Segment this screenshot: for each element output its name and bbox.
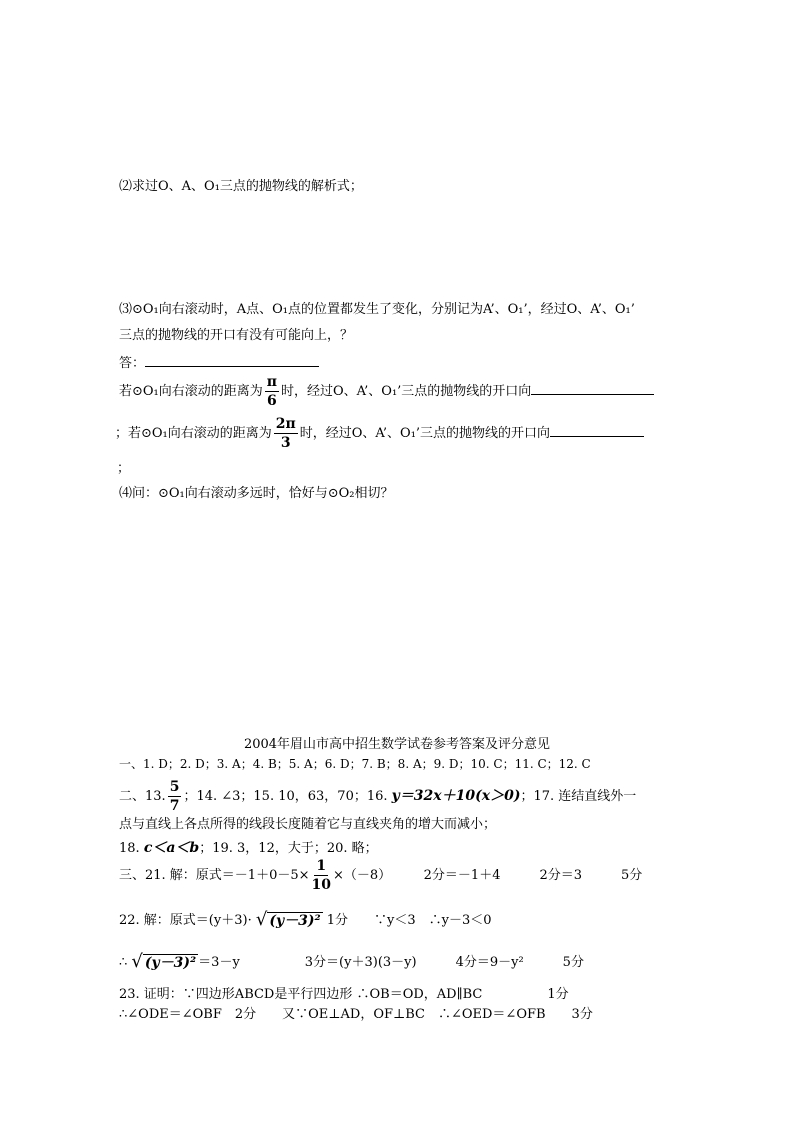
q21-suffix: ×（－8） 2分＝－1＋4 2分＝3 5分 bbox=[333, 868, 643, 883]
q22-result: ＝3－y 3分＝(y＋3)(3－y) 4分＝9－y² 5分 bbox=[198, 955, 584, 970]
answers-19-20: ；19. 3，12，大于；20. 略； bbox=[199, 841, 378, 856]
answer-label: 答： bbox=[119, 356, 146, 371]
question-23-line-1: 23. 证明：∵四边形ABCD是平行四边形 ∴OB＝OD，AD∥BC 1分 bbox=[119, 987, 569, 1002]
section-2-tail: ；17. 连结直线外一 bbox=[520, 789, 637, 804]
section-2-label: 二、13. bbox=[119, 789, 166, 804]
section-1-answers: 一、1. D；2. D；3. A；4. B；5. A；6. D；7. B；8. A；9. D；10. C；11. C；12. C bbox=[119, 757, 591, 771]
equation-16: y＝32x＋10(x＞0) bbox=[391, 788, 521, 804]
opening-blank-1[interactable] bbox=[531, 380, 654, 395]
section-2-line-1 bbox=[119, 776, 636, 817]
question-3-line-1: ⑶⊙O₁向右滚动时，A点、O₁点的位置都发生了变化，分别记为A’、O₁’，经过O、A’、O₁’ bbox=[119, 302, 635, 317]
line4-prefix: 若⊙O₁向右滚动的距离为 bbox=[119, 384, 263, 399]
question-3-line-5 bbox=[115, 414, 644, 454]
question-3-line-4 bbox=[119, 372, 654, 412]
fraction-pi-over-6: $\frac{\pi}{6}$ bbox=[266, 374, 278, 409]
sqrt-expression-2: √ (y－3)² bbox=[131, 951, 197, 972]
answer-key-title: 2004年眉山市高中招生数学试卷参考答案及评分意见 bbox=[243, 737, 551, 752]
q21-prefix: 三、21. 解：原式＝－1＋0－5× bbox=[119, 868, 310, 883]
opening-blank-2[interactable] bbox=[550, 422, 644, 437]
question-3-line-6: ； bbox=[117, 461, 131, 476]
line5-suffix: 时，经过O、A’、O₁’三点的抛物线的开口向 bbox=[299, 426, 551, 441]
sqrt-expression-1: √ (y－3)² bbox=[255, 909, 321, 930]
section-2-mid: ；14. ∠3；15. 10，63，70；16. bbox=[183, 789, 388, 804]
answer-18-label: 18. bbox=[119, 841, 140, 856]
fraction-5-over-7: $\frac{5}{7}$ bbox=[169, 779, 180, 814]
section-2-line-2: 点与直线上各点所得的线段长度随着它与直线夹角的增大而减小； bbox=[119, 817, 497, 832]
question-4: ⑷问：⊙O₁向右滚动多远时，恰好与⊙O₂相切？ bbox=[119, 486, 394, 501]
line5-prefix: ；若⊙O₁向右滚动的距离为 bbox=[115, 426, 272, 441]
question-22-solution-line-2 bbox=[119, 950, 584, 975]
fraction-1-over-10: $\frac{1}{10}$ bbox=[311, 858, 331, 893]
fraction-2pi-over-3: $\frac{2\pi}{3}$ bbox=[275, 416, 296, 451]
question-22-solution-line-1 bbox=[119, 908, 492, 933]
question-23-line-2: ∴∠ODE＝∠OBF 2分 又∵OE⊥AD，OF⊥BC ∴∠OED＝∠OFB 3分 bbox=[119, 1007, 593, 1022]
question-2: ⑵求过O、A、O₁三点的抛物线的解析式； bbox=[119, 179, 363, 194]
answer-blank[interactable] bbox=[145, 352, 319, 367]
question-3-line-2: 三点的抛物线的开口有没有可能向上，？ bbox=[119, 328, 354, 343]
therefore-symbol: ∴ bbox=[119, 955, 128, 970]
inequality-18: c＜a＜b bbox=[143, 840, 200, 856]
line4-suffix: 时，经过O、A’、O₁’三点的抛物线的开口向 bbox=[281, 384, 532, 399]
question-21-solution bbox=[119, 856, 642, 896]
answer-line bbox=[119, 352, 319, 374]
q22-suffix: 1分 ∵y＜3 ∴y－3＜0 bbox=[326, 913, 492, 928]
q22-prefix: 22. 解：原式＝(y＋3)· bbox=[119, 913, 252, 928]
